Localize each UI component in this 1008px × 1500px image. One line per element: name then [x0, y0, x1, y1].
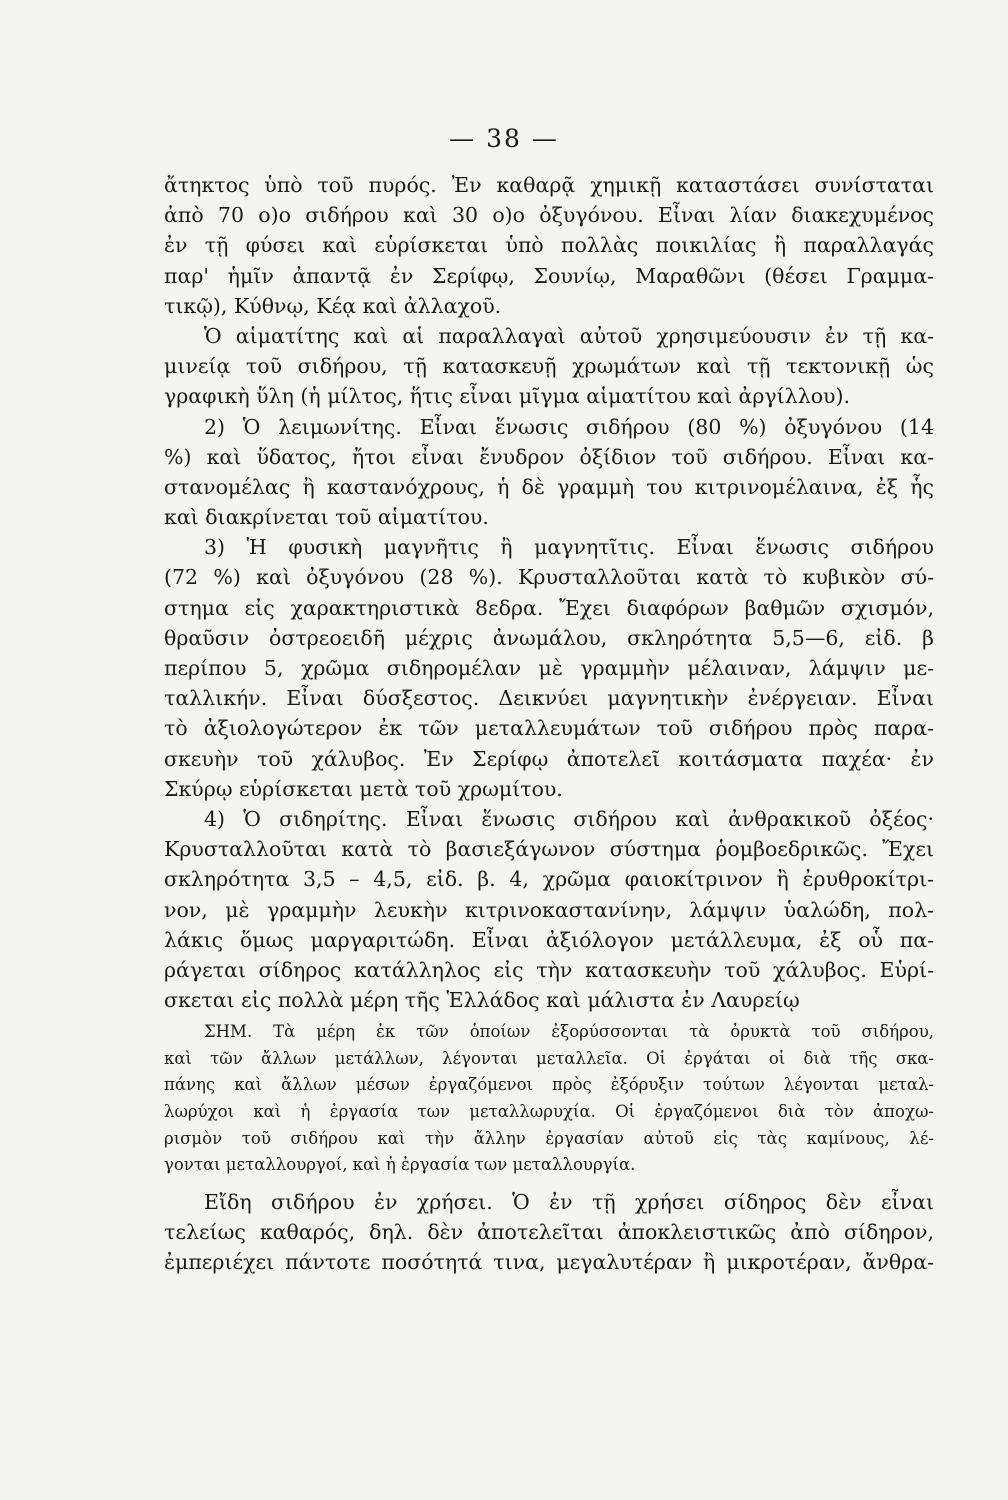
text-line: Σκύρῳ εὑρίσκεται μετὰ τοῦ χρωμίτου.: [164, 776, 563, 801]
text-line: παρ' ἡμῖν ἀπαντᾷ ἐν Σερίφῳ, Σουνίῳ, Μαραθῶνι (θέσει Γραμμα-: [164, 263, 934, 288]
section-3-heading-line: 3) Ἡ φυσικὴ μαγνῆτις ἢ μαγνητῖτις. Εἶναι ἕνωσις σιδήρου: [204, 535, 934, 560]
text-line: Ὁ αἱματίτης καὶ αἱ παραλλαγαὶ αὐτοῦ χρησιμεύουσιν ἐν τῇ κα-: [204, 323, 934, 348]
text-line: ἀπὸ 70 ο)ο σιδήρου καὶ 30 ο)ο ὀξυγόνου. Εἶναι λίαν διακεχυμένος: [164, 203, 934, 228]
text-line: νον, μὲ γραμμὴν λευκὴν κιτρινοκαστανίνην, λάμψιν ὑαλώδη, πολ-: [164, 897, 934, 922]
text-line: Κρυσταλλοῦται κατὰ τὸ βασιεξάγωνον σύστημα ῥομβοεδρικῶς. Ἔχει: [164, 837, 934, 862]
text-line: γραφικὴ ὕλη (ἡ μίλτος, ἥτις εἶναι μῖγμα αἱματίτου καὶ ἀργίλλου).: [164, 384, 851, 409]
note-line: καὶ τῶν ἄλλων μετάλλων, λέγονται μεταλλεῖα. Οἱ ἐργάται οἱ διὰ τῆς σκα-: [164, 1048, 934, 1068]
note-line: ρισμὸν τοῦ σιδήρου καὶ τὴν ἄλλην ἐργασίαν αὐτοῦ εἰς τὰς καμίνους, λέ-: [164, 1128, 934, 1148]
text-line: ἐμπεριέχει πάντοτε ποσότητά τινα, μεγαλυτέραν ἢ μικροτέραν, ἄνθρα-: [164, 1250, 934, 1275]
text-line: ἄτηκτος ὑπὸ τοῦ πυρός. Ἐν καθαρᾷ χημικῇ καταστάσει συνίσταται: [164, 173, 934, 197]
page-number: — 38 —: [449, 124, 559, 153]
body-text: [164, 170, 934, 1277]
section-heading-line: Εἴδη σιδήρου ἐν χρήσει. Ὁ ἐν τῇ χρήσει σίδηρος δὲν εἶναι: [204, 1189, 934, 1214]
note-line: ΣΗΜ. Τὰ μέρη ἐκ τῶν ὁποίων ἐξορύσσονται τὰ ὀρυκτὰ τοῦ σιδήρου,: [204, 1022, 934, 1042]
section-4-heading-line: 4) Ὁ σιδηρίτης. Εἶναι ἕνωσις σιδήρου καὶ ἀνθρακικοῦ ὀξέος·: [204, 806, 934, 831]
text-line: τὸ ἀξιολογώτερον ἐκ τῶν μεταλλευμάτων τοῦ σιδήρου πρὸς παρα-: [164, 716, 934, 741]
note-line: γονται μεταλλουργοί, καὶ ἡ ἐργασία των μεταλλουργία.: [164, 1155, 636, 1175]
section-2-heading-line: 2) Ὁ λειμωνίτης. Εἶναι ἕνωσις σιδήρου (80 %) ὀξυγόνου (14: [204, 414, 934, 439]
text-line: στανομέλας ἢ καστανόχρους, ἡ δὲ γραμμὴ του κιτρινομέλαινα, ἐξ ἧς: [164, 474, 934, 499]
text-line: σκεται εἰς πολλὰ μέρη τῆς Ἑλλάδος καὶ μάλιστα ἐν Λαυρείῳ: [164, 988, 800, 1013]
text-line: ράγεται σίδηρος κατάλληλος εἰς τὴν κατασκευὴν τοῦ χάλυβος. Εὑρί-: [164, 957, 934, 982]
text-line: τελείως καθαρός, δηλ. δὲν ἀποτελεῖται ἀποκλειστικῶς ἀπὸ σίδηρον,: [164, 1220, 934, 1244]
text-line: σκευὴν τοῦ χάλυβος. Ἐν Σερίφῳ ἀποτελεῖ κοιτάσματα παχέα· ἐν: [164, 746, 934, 771]
text-line: μινείᾳ τοῦ σιδήρου, τῇ κατασκευῇ χρωμάτων καὶ τῇ τεκτονικῇ ὡς: [164, 354, 934, 379]
text-line: τικῷ), Κύθνῳ, Κέᾳ καὶ ἀλλαχοῦ.: [164, 293, 502, 318]
final-paragraph: [164, 1187, 934, 1278]
text-line: περίπου 5, χρῶμα σιδηρομέλαν μὲ γραμμὴν μέλαιναν, λάμψιν με-: [164, 656, 934, 680]
text-line: λάκις ὅμως μαργαριτώδη. Εἶναι ἀξιόλογον μετάλλευμα, ἐξ οὗ πα-: [164, 927, 934, 952]
footnote-block: [164, 1019, 934, 1179]
text-line: στημα εἰς χαρακτηριστικὰ 8εδρα. Ἔχει διαφόρων βαθμῶν σχισμόν,: [164, 595, 934, 620]
text-line: καὶ διακρίνεται τοῦ αἱματίτου.: [164, 505, 489, 530]
note-line: λωρύχοι καὶ ἡ ἐργασία των μεταλλωρυχία. Οἱ ἐργαζόμενοι διὰ τὸν ἀποχω-: [164, 1102, 934, 1122]
text-line: ἐν τῇ φύσει καὶ εὑρίσκεται ὑπὸ πολλὰς ποικιλίας ἢ παραλλαγάς: [164, 233, 934, 258]
text-line: (72 %) καὶ ὀξυγόνου (28 %). Κρυσταλλοῦται κατὰ τὸ κυβικὸν σύ-: [164, 565, 934, 590]
text-line: ταλλικήν. Εἶναι δύσξεστος. Δεικνύει μαγνητικὴν ἐνέργειαν. Εἶναι: [164, 686, 934, 711]
text-line: θραῦσιν ὀστρεοειδῆ μέχρις ἀνωμάλου, σκληρότητα 5,5—6, εἰδ. β: [164, 625, 934, 650]
text-line: σκληρότητα 3,5 – 4,5, εἰδ. β. 4, χρῶμα φαιοκίτρινον ἢ ἐρυθροκίτρι-: [164, 867, 934, 892]
note-line: πάνης καὶ ἄλλων μέσων ἐργαζόμενοι πρὸς ἐξόρυξιν τούτων λέγονται μεταλ-: [164, 1075, 934, 1095]
text-line: %) καὶ ὕδατος, ἤτοι εἶναι ἔνυδρον ὀξίδιον τοῦ σιδήρου. Εἶναι κα-: [164, 444, 934, 469]
